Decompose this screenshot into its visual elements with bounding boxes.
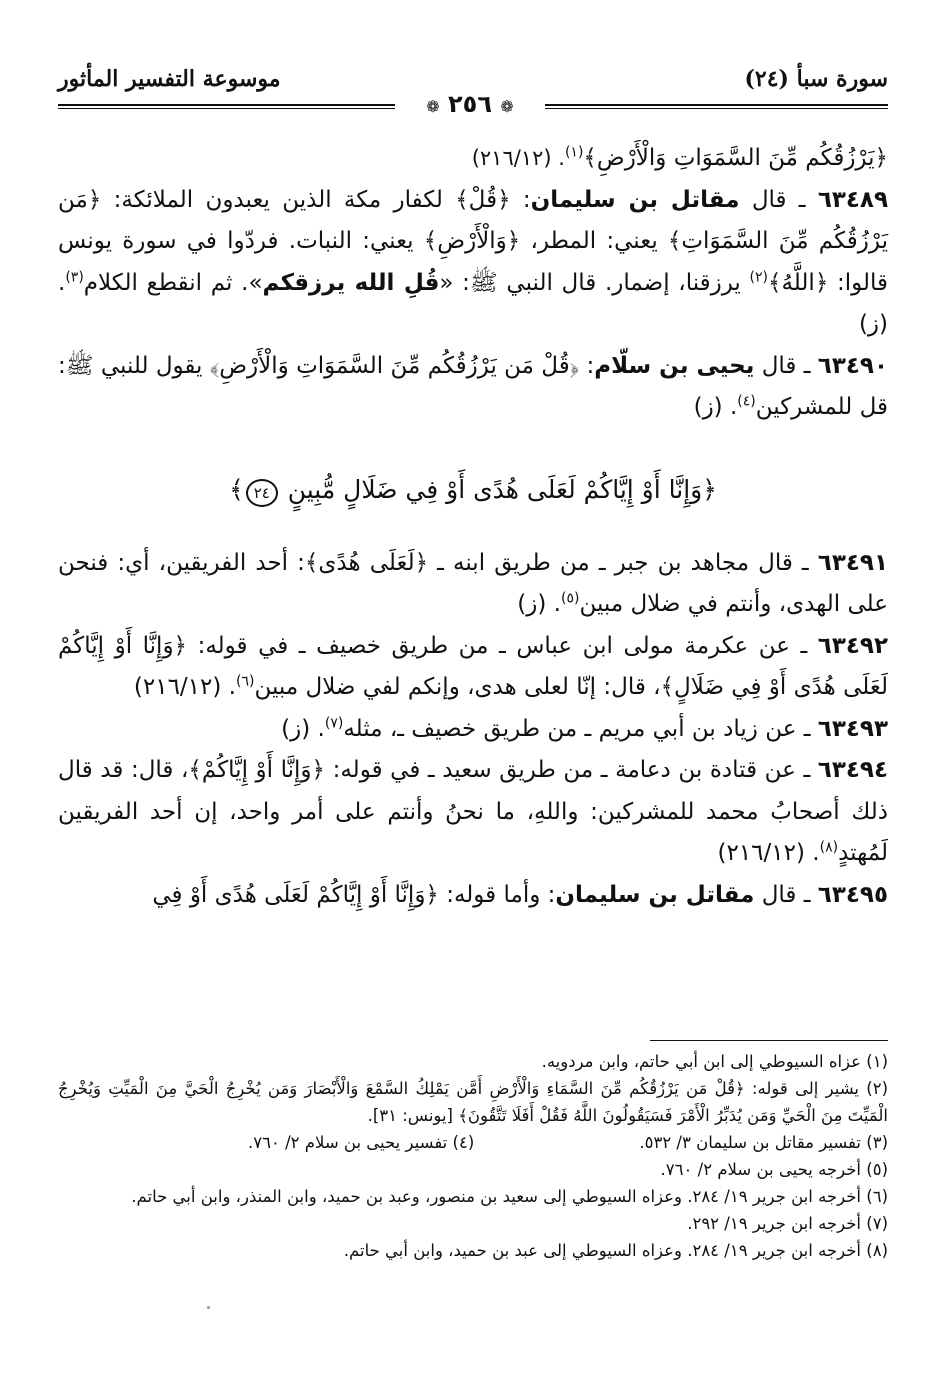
entry-number: ٦٣٤٩١ — [817, 549, 888, 576]
verse-heading — [58, 469, 888, 511]
entry-number: ٦٣٤٩٥ — [817, 881, 888, 908]
footnote-row — [58, 1129, 888, 1156]
entry-63494 — [58, 750, 888, 875]
entry-text: ». ثم انقطع الكلام — [83, 269, 263, 296]
verse-text: ﴿وَإِنَّا أَوْ إِيَّاكُمْ لَعَلَى هُدًى أَوْ فِي ضَلَالٍ مُّبِينٍ — [287, 474, 717, 504]
entry-text: : وأما قوله: ﴿وَإِنَّا أَوْ إِيَّاكُمْ لَعَلَى هُدًى أَوْ فِي — [152, 881, 556, 908]
hadith-phrase: قُلِ الله يرزقكم — [262, 269, 440, 296]
print-speck — [207, 1306, 210, 1309]
footnote-1: (١) عزاه السيوطي إلى ابن أبي حاتم، وابن مردويه. — [541, 1052, 888, 1071]
footnote-marker: (٣) — [65, 268, 84, 285]
entry-text: ـ قال — [739, 186, 818, 213]
entry-63492 — [58, 626, 888, 709]
entry-text: . (ز) — [693, 394, 738, 420]
entry-number: ٦٣٤٩٢ — [817, 632, 888, 659]
entry-63491 — [58, 543, 888, 626]
entry-text: ـ قال — [754, 881, 818, 908]
entry-text: . (ز) — [58, 269, 888, 337]
verse-close-bracket: ﴾ — [229, 474, 244, 504]
continued-entry — [58, 138, 888, 180]
narrator-name: يحيى بن سلّام — [594, 352, 755, 379]
footnote-2: (٢) يشير إلى قوله: ﴿قُلْ مَن يَرْزُقُكُم مِّنَ السَّمَاءِ وَالْأَرْضِ أَمَّن يَمْلِكُ السَّمْعَ وَالْأَبْصَارَ وَمَن يُخْرِجُ الْحَيَّ مِنَ الْمَيِّتِ وَيُخْرِجُ الْمَيِّتَ مِنَ الْحَيِّ وَمَن يُدَبِّرُ الْأَمْرَ فَسَيَقُولُونَ اللَّهُ فَقُلْ أَفَلَا تَتَّقُونَ﴾ [يونس: ٣١]. — [58, 1079, 888, 1125]
entry-text: ـ عن عكرمة مولى ابن عباس ـ من طريق خصيف ـ في قوله: ﴿وَإِنَّا أَوْ إِيَّاكُمْ لَعَلَى هُدًى أَوْ فِي ضَلَالٍ﴾، قال: إنّا لعلى هدى، وإنكم لفي ضلال مبين — [58, 632, 888, 700]
entry-text: . (٢١٦/١٢) — [133, 674, 236, 700]
footnote-marker: (٥) — [560, 590, 580, 607]
entry-text: يرزقنا، إضمار. قال النبي ﷺ: « — [439, 269, 750, 296]
entry-63493 — [58, 709, 888, 751]
footnote-marker: (٦) — [236, 673, 255, 690]
entry-number: ٦٣٤٨٩ — [817, 186, 889, 213]
footnotes — [58, 1048, 888, 1264]
entry-text: . (٢١٦/١٢) — [717, 840, 820, 866]
footnote-7: (٧) أخرجه ابن جرير ١٩/ ٢٩٢. — [687, 1214, 888, 1233]
verse-number-badge: ٢٤ — [246, 479, 278, 507]
entry-63495 — [58, 875, 888, 917]
entry-text: ـ عن زياد بن أبي مريم ـ من طريق خصيف ـ، مثله — [343, 715, 818, 742]
footnote-marker: (٧) — [324, 714, 344, 731]
ornament-icon: ❁ — [500, 97, 514, 116]
entry-text: : ﴿قُلْ﴾ لكفار مكة الذين يعبدون الملائكة: ﴿مَن يَرْزُقُكُم مِّنَ السَّمَوَاتِ﴾ يعني: المطر، ﴿وَالْأَرْضِ﴾ يعني: النبات. فردّوا في سورة يونس قالوا: ﴿اللَّهُ﴾ — [58, 186, 889, 296]
entry-63490 — [58, 346, 888, 429]
entry-text: ـ قال مجاهد بن جبر ـ من طريق ابنه ـ ﴿لَعَلَى هُدًى﴾: أحد الفريقين، أي: فنحن على الهدى، وأنتم في ضلال مبين — [58, 549, 888, 617]
footnote-8: (٨) أخرجه ابن جرير ١٩/ ٢٨٤. وعزاه السيوطي إلى عبد بن حميد، وابن أبي حاتم. — [343, 1241, 888, 1260]
page-number — [395, 90, 545, 118]
footnote-marker: (٤) — [737, 393, 756, 410]
page-number-text: ٢٥٦ — [448, 90, 492, 118]
entry-text: ـ عن قتادة بن دعامة ـ من طريق سعيد ـ في قوله: ﴿وَإِنَّا أَوْ إِيَّاكُمْ﴾، قال: قد قال ذلك أصحابُ محمد للمشركين: واللهِ، ما نحنُ وأنتم على أمر واحد، إن أحد الفريقين لَمُهتدٍ — [58, 757, 888, 866]
footnote-6: (٦) أخرجه ابن جرير ١٩/ ٢٨٤. وعزاه السيوطي إلى سعيد بن منصور، وعبد بن حميد، وابن المنذر، وابن أبي حاتم. — [131, 1187, 888, 1206]
entry-text: . (ز) — [281, 715, 325, 742]
footnote-marker: (٨) — [819, 839, 839, 856]
narrator-name: مقاتل بن سليمان — [555, 881, 755, 908]
entry-number: ٦٣٤٩٣ — [817, 715, 888, 742]
volume-reference: . (٢١٦/١٢) — [471, 146, 565, 170]
footnote-5: (٥) أخرجه يحيى بن سلام ٢/ ٧٦٠. — [660, 1160, 888, 1179]
entry-text: . (ز) — [517, 591, 561, 617]
surah-title: سورة سبأ (٢٤) — [744, 66, 888, 92]
quran-quote: ﴿يَرْزُقُكُم مِّنَ السَّمَوَاتِ وَالْأَرْضِ﴾ — [583, 145, 888, 171]
entry-text: ـ قال — [754, 352, 818, 379]
ornament-icon: ❁ — [426, 97, 440, 116]
entry-number: ٦٣٤٩٤ — [817, 757, 888, 783]
entry-number: ٦٣٤٩٠ — [817, 352, 888, 379]
book-title: موسوعة التفسير المأثور — [58, 66, 281, 92]
footnote-marker: (٢) — [749, 268, 768, 285]
main-text — [58, 138, 888, 916]
footnote-separator — [650, 1040, 888, 1041]
entry-text: : ﴿قُلْ مَن يَرْزُقُكُم مِّنَ السَّمَوَاتِ وَالْأَرْضِ﴾ يقول للنبي ﷺ: قل للمشركين — [58, 352, 888, 420]
footnote-3: (٣) تفسير مقاتل بن سليمان ٣/ ٥٣٢. — [639, 1133, 888, 1152]
entry-63489 — [58, 180, 888, 346]
narrator-name: مقاتل بن سليمان — [530, 186, 740, 213]
footnote-4: (٤) تفسير يحيى بن سلام ٢/ ٧٦٠. — [248, 1133, 475, 1152]
footnote-marker: (١) — [564, 144, 584, 161]
